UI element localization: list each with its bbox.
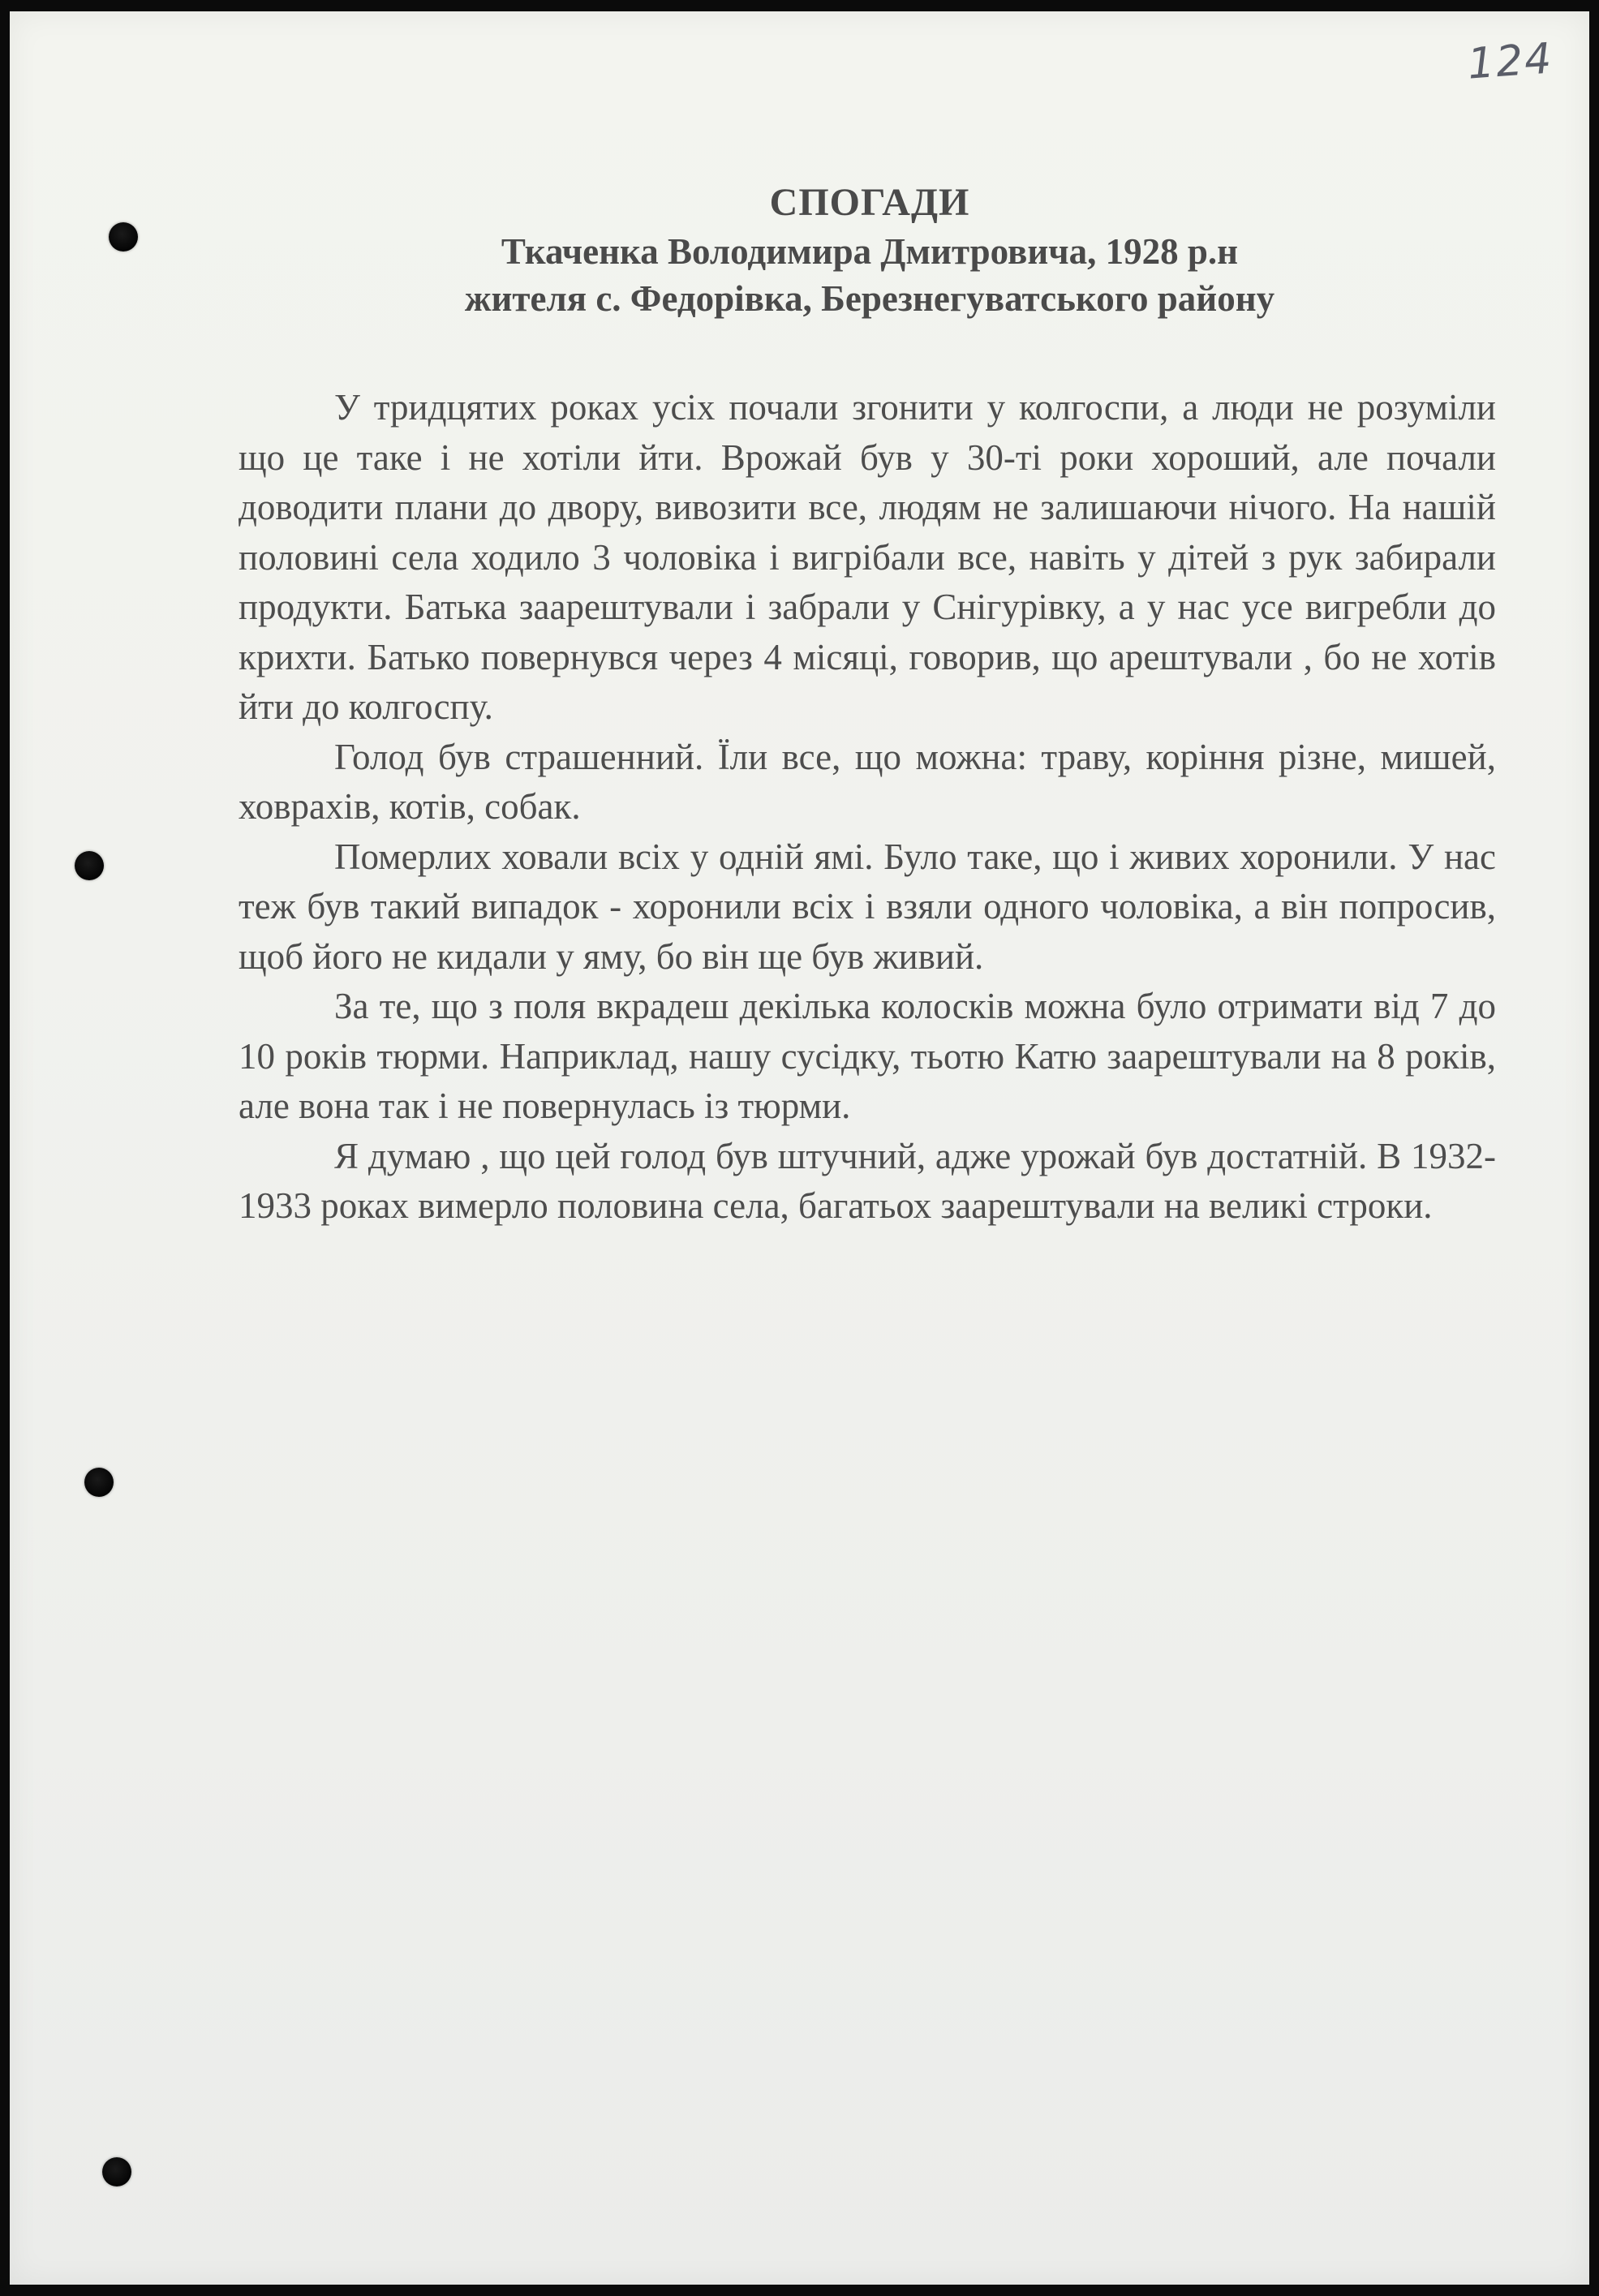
paragraph-3: Померлих ховали всіх у одній ямі. Було таке, що і живих хоронили. У нас теж був такий випадок - хоронили всіх і взяли одного чоловіка, а він попросив, щоб його не кидали у яму, бо він ще був живий. <box>239 836 1496 977</box>
binder-hole-2-icon <box>75 851 104 880</box>
document-subtitle-location: жителя с. Федорівка, Березнегуватського району <box>464 278 1275 319</box>
document-page <box>10 11 1589 2285</box>
document-title: СПОГАДИ <box>769 181 970 224</box>
document-header <box>10 178 1599 322</box>
binder-hole-3-icon <box>84 1468 114 1497</box>
paragraph-4: За те, що з поля вкрадеш декілька колосків можна було отримати від 7 до 10 років тюрми. Наприклад, нашу сусідку, тьотю Катю заарештували на 8 років, але вона так і не повернулась із тюрми. <box>239 986 1496 1126</box>
binder-hole-4-icon <box>102 2157 131 2186</box>
paragraph-5: Я думаю , що цей голод був штучний, адже урожай був достатній. В 1932-1933 роках вимерло половина села, багатьох заарештували на великі строки. <box>239 1135 1496 1226</box>
handwritten-page-number: 124 <box>1465 34 1554 89</box>
document-subtitle-name: Ткаченка Володимира Дмитровича, 1928 р.н <box>501 231 1239 272</box>
paragraph-2: Голод був страшенний. Їли все, що можна: траву, коріння різне, мишей, ховрахів, котів, собак. <box>239 736 1496 827</box>
paragraph-1: У тридцятих роках усіх почали згонити у колгоспи, а люди не розуміли що це таке і не хотіли йти. Врожай був у 30-ті роки хороший, але почали доводити плани до двору, вивозити все, людям не залишаючи нічого. На нашій половині села ходило 3 чоловіка і вигрібали все, навіть у дітей з рук забирали продукти. Батька заарештували і забрали у Снігурівку, а у нас усе вигребли до крихти. Батько повернувся через 4 місяці, говорив, що арештували , бо не хотів йти до колгоспу. <box>239 387 1496 727</box>
document-body <box>239 383 1496 1232</box>
